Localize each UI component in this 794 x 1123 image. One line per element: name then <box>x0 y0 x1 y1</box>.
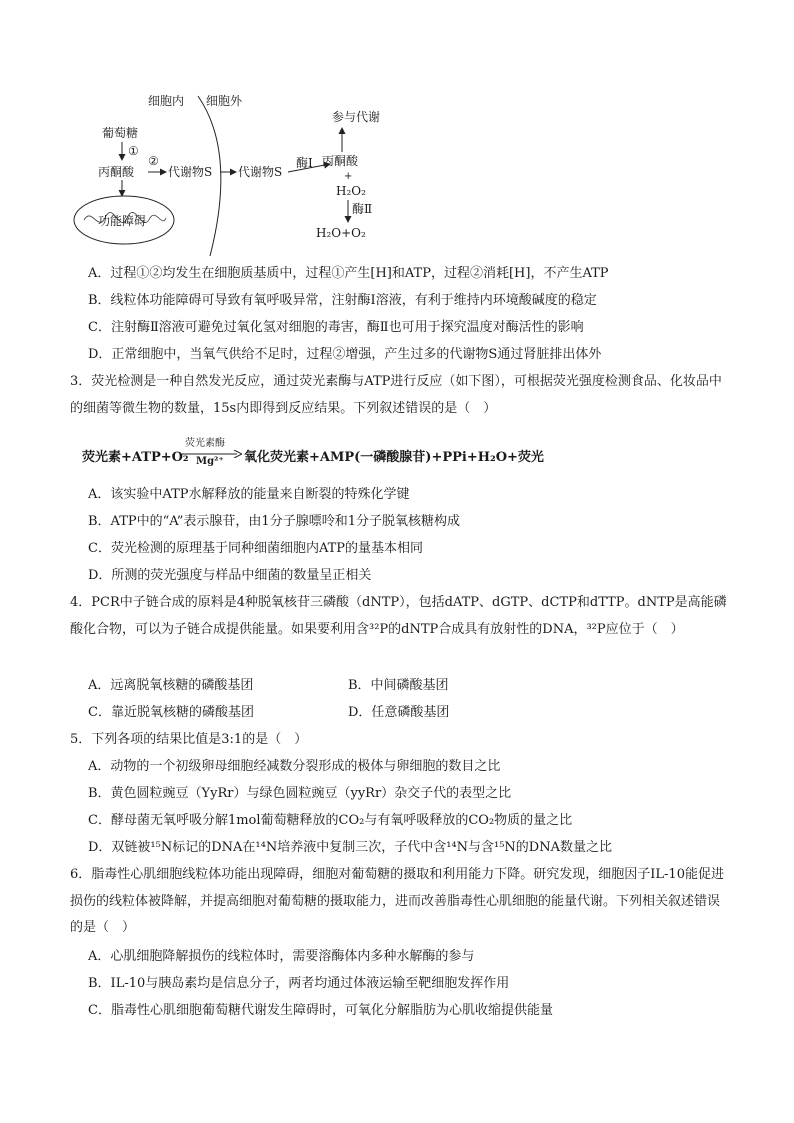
participate-metabolism-label: 参与代谢 <box>332 110 381 124</box>
equation-cofactor: Mg²⁺ <box>196 456 224 467</box>
q5-option-d: D．双链被¹⁵N标记的DNA在¹⁴N培养液中复制三次，子代中含¹⁴N与含¹⁵N的DNA数量之比 <box>88 840 612 855</box>
equation-catalyst: 荧光素酶 <box>185 438 225 449</box>
cell-inside-label: 细胞内 <box>148 94 185 108</box>
step-2-label: ② <box>148 154 159 168</box>
enzyme-1-label: 酶Ⅰ <box>296 156 313 170</box>
metabolism-diagram <box>70 88 400 258</box>
metabolite-s-inside-label: 代谢物S <box>168 165 213 179</box>
q4-option-a: A．远离脱氧核糖的磷酸基团 <box>88 678 254 693</box>
h2o2-label: H₂O₂ <box>336 184 366 198</box>
q2-option-a: A．过程①②均发生在细胞质基质中，过程①产生[H]和ATP，过程②消耗[H]，不产生ATP <box>88 266 609 281</box>
plus-sign: + <box>344 171 353 182</box>
cell-outside-label: 细胞外 <box>206 94 243 108</box>
metabolite-s-outside-label: 代谢物S <box>238 165 283 179</box>
pyruvate-outside-label: 丙酮酸 <box>322 154 359 168</box>
equation-reactants: 荧光素+ATP+O₂ <box>82 450 189 465</box>
q5-option-c: C．酵母菌无氧呼吸分解1mol葡萄糖释放的CO₂与有氧呼吸释放的CO₂物质的量之比 <box>88 813 573 828</box>
q4-option-d: D．任意磷酸基团 <box>348 705 450 720</box>
q2-option-b: B．线粒体功能障碍可导致有氧呼吸异常，注射酶Ⅰ溶液，有利于维持内环境酸碱度的稳定 <box>88 293 597 308</box>
mitochondria-dysfunction-label: 功能障碍 <box>98 214 147 228</box>
products-label: H₂O+O₂ <box>316 226 366 240</box>
q5-option-b: B．黄色圆粒豌豆（YyRr）与绿色圆粒豌豆（yyRr）杂交子代的表型之比 <box>88 786 512 801</box>
q4-option-b: B．中间磷酸基团 <box>348 678 449 693</box>
q5-stem: 5．下列各项的结果比值是3:1的是（ ） <box>70 732 308 747</box>
q5-option-a: A．动物的一个初级卵母细胞经减数分裂形成的极体与卵细胞的数目之比 <box>88 759 501 774</box>
q3-option-a: A．该实验中ATP水解释放的能量来自断裂的特殊化学键 <box>88 487 410 502</box>
step-1-label: ① <box>128 144 139 158</box>
q6-option-a: A．心肌细胞降解损伤的线粒体时，需要溶酶体内多种水解酶的参与 <box>88 949 475 964</box>
glucose-label: 葡萄糖 <box>102 126 139 140</box>
q4-stem: 4．PCR中子链合成的原料是4种脱氧核苷三磷酸（dNTP），包括dATP、dGTP、dCTP和dTTP。dNTP是高能磷酸化合物，可以为子链合成提供能量。如果要利用含³²P的dNTP合成具有放射性的DNA，³²P应位于（ ） <box>70 595 727 637</box>
enzyme-2-label: 酶Ⅱ <box>352 202 373 216</box>
q3-equation <box>82 434 582 470</box>
q3-option-d: D．所测的荧光强度与样品中细菌的数量呈正相关 <box>88 568 372 583</box>
q4-option-c: C．靠近脱氧核糖的磷酸基团 <box>88 705 254 720</box>
pyruvate-label: 丙酮酸 <box>98 165 135 179</box>
q3-option-c: C．荧光检测的原理基于同种细菌细胞内ATP的量基本相同 <box>88 541 424 556</box>
q2-option-d: D．正常细胞中，当氧气供给不足时，过程②增强，产生过多的代谢物S通过肾脏排出体外 <box>88 347 602 362</box>
q3-option-b: B．ATP中的“A”表示腺苷，由1分子腺嘌呤和1分子脱氧核糖构成 <box>88 514 460 529</box>
q3-stem: 3．荧光检测是一种自然发光反应，通过荧光素酶与ATP进行反应（如下图），可根据荧光强度检测食品、化妆品中的细菌等微生物的数量，15s内即得到反应结果。下列叙述错误的是（ ） <box>70 374 722 416</box>
q6-option-b: B．IL-10与胰岛素均是信息分子，两者均通过体液运输至靶细胞发挥作用 <box>88 976 510 991</box>
equation-products: 氧化荧光素+AMP(一磷酸腺苷)+PPi+H₂O+荧光 <box>244 450 544 465</box>
q2-option-c: C．注射酶Ⅱ溶液可避免过氧化氢对细胞的毒害，酶Ⅱ也可用于探究温度对酶活性的影响 <box>88 320 584 335</box>
q6-stem: 6．脂毒性心肌细胞线粒体功能出现障碍，细胞对葡萄糖的摄取和利用能力下降。研究发现，细胞因子IL-10能促进损伤的线粒体被降解，并提高细胞对葡萄糖的摄取能力，进而改善脂毒性心肌细胞的能量代谢。下列相关叙述错误的是（ ） <box>70 867 724 935</box>
q6-option-c: C．脂毒性心肌细胞葡萄糖代谢发生障碍时，可氧化分解脂肪为心肌收缩提供能量 <box>88 1003 553 1018</box>
